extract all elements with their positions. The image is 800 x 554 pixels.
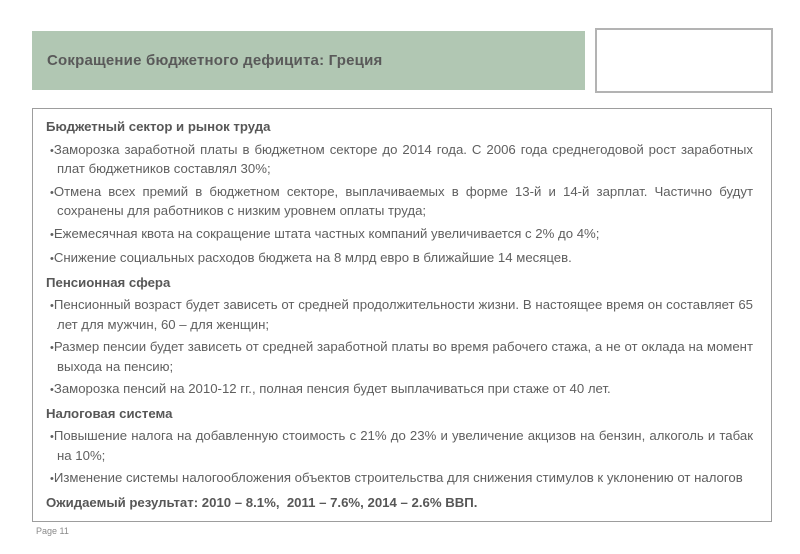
bullet-item: • Ежемесячная квота на сокращение штата частных компаний увеличивается с 2% до 4%; bbox=[46, 225, 753, 245]
logo-placeholder bbox=[595, 28, 773, 93]
slide-title-bar bbox=[32, 31, 585, 90]
expected-result-line: Ожидаемый результат: 2010 – 8.1%, 2011 – 7.6%, 2014 – 2.6% ВВП. bbox=[46, 494, 478, 510]
content-panel bbox=[32, 108, 772, 522]
bullet-item: • Отмена всех премий в бюджетном секторе, выплачиваемых в форме 13-й и 14-й зарплат. Частично будут сохранены для работников с низким уровнем оплаты труда; bbox=[46, 183, 753, 220]
bullet-item: • Повышение налога на добавленную стоимость с 21% до 23% и увеличение акцизов на бензин, алкоголь и табак на 10%; bbox=[46, 427, 753, 464]
section-heading-tax: Налоговая система bbox=[46, 405, 173, 421]
section-heading-budget-sector: Бюджетный сектор и рынок труда bbox=[46, 119, 271, 134]
slide-title: Сокращение бюджетного дефицита: Греция bbox=[47, 52, 383, 69]
bullet-item: • Снижение социальных расходов бюджета на 8 млрд евро в ближайшие 14 месяцев. bbox=[46, 249, 753, 269]
bullet-item: • Заморозка заработной платы в бюджетном секторе до 2014 года. С 2006 года среднегодовой рост заработных плат бюджетников составлял 30%; bbox=[46, 141, 753, 178]
bullet-item: • Заморозка пенсий на 2010-12 гг., полная пенсия будет выплачиваться при стаже от 40 лет. bbox=[46, 380, 753, 400]
bullet-item: • Пенсионный возраст будет зависеть от средней продолжительности жизни. В настоящее время он составляет 65 лет для мужчин, 60 – для женщин; bbox=[46, 296, 753, 333]
page-number: Page 11 bbox=[36, 526, 69, 536]
bullet-item: • Размер пенсии будет зависеть от средней заработной платы во время рабочего стажа, а не от оклада на момент выхода на пенсию; bbox=[46, 338, 753, 375]
section-heading-pension: Пенсионная сфера bbox=[46, 274, 171, 290]
bullet-item: • Изменение системы налогообложения объектов строительства для снижения стимулов к уклонению от налогов bbox=[46, 469, 753, 489]
